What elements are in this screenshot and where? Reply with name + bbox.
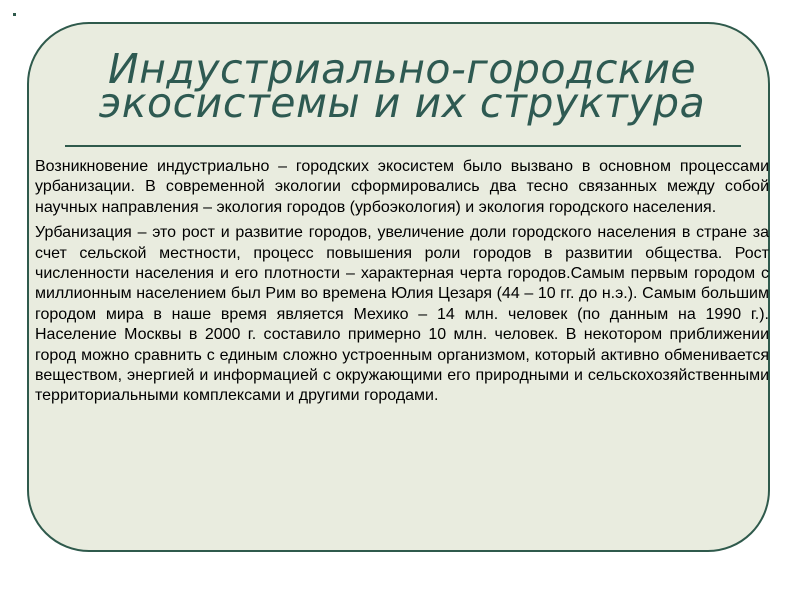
title-line-1: Индустриально-городские <box>107 45 697 93</box>
paragraph-1: Возникновение индустриально – городских экосистем было вызвано в основном процессами урбанизации. В современной экологии сформировались два тесно связанных между собой научных направления – экология городов (урбоэкология) и экология городского населения. <box>35 158 769 216</box>
slide-body <box>35 157 769 412</box>
corner-dot <box>13 13 16 16</box>
slide-title <box>62 45 742 127</box>
title-divider <box>65 145 741 147</box>
title-line-2: экосистемы и их структура <box>98 79 706 127</box>
paragraph-2: Урбанизация – это рост и развитие городов, увеличение доли городского населения в стране за счет сельской местности, процесс повышения роли городов в развитии общества. Рост численности населения и его плотности – характерная черта городов.Самым первым городом с миллионным населением был Рим во времена Юлия Цезаря (44 – 10 гг. до н.э.). Самым большим городом мира в наше время является Мехико – 14 млн. человек (по данным на 1990 г.). Население Москвы в 2000 г. составило примерно 10 млн. человек. В некотором приближении город можно сравнить с единым сложно устроенным организмом, который активно обменивается веществом, энергией и информацией с окружающими его природными и сельскохозяйственными территориальными комплексами и другими городами. <box>35 224 769 405</box>
